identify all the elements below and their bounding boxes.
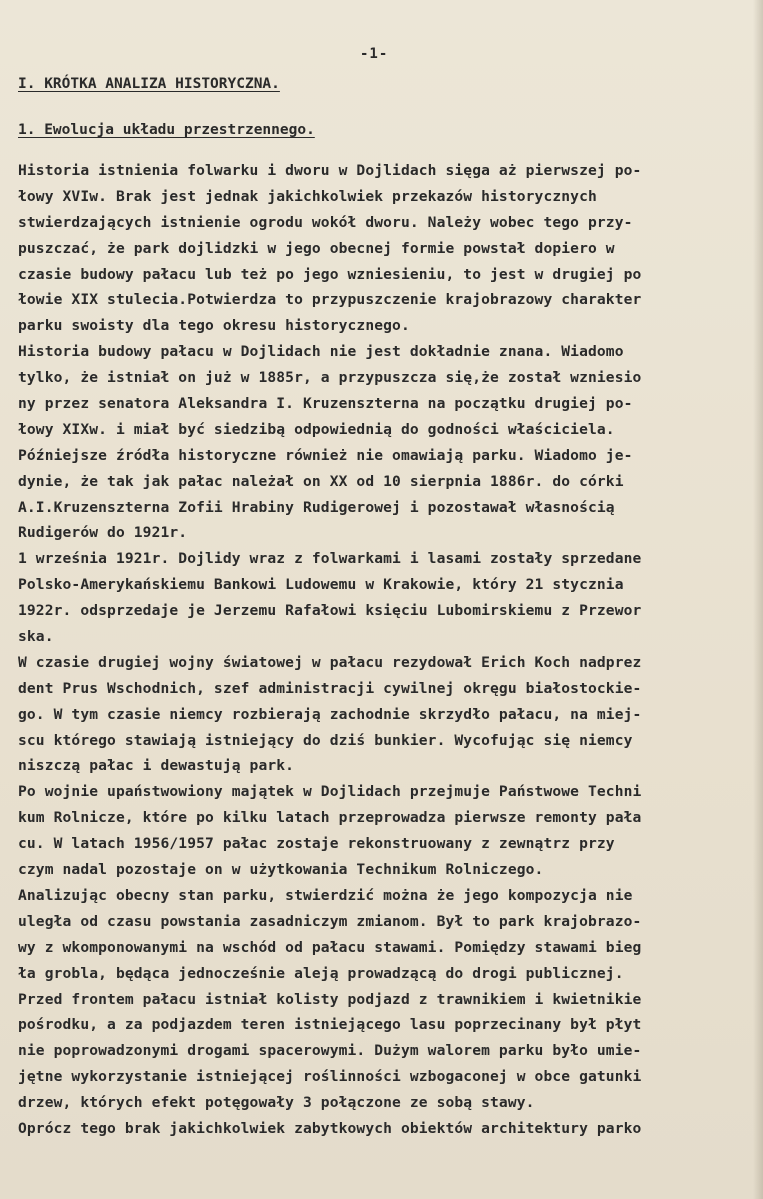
text-line: Polsko-Amerykańskiemu Bankowi Ludowemu w Krakowie, który 21 stycznia	[18, 576, 624, 594]
text-line: ła grobla, będąca jednocześnie aleją prowadzącą do drogi publicznej.	[18, 964, 624, 982]
text-line: ny przez senatora Aleksandra I. Kruzenszterna na początku drugiej po-	[18, 395, 633, 413]
text-line: jętne wykorzystanie istniejącej roślinności wzbogaconej w obce gatunki	[18, 1068, 642, 1086]
text-line: Historia budowy pałacu w Dojlidach nie jest dokładnie znana. Wiadomo	[18, 343, 624, 361]
text-line: Po wojnie upaństwowiony majątek w Dojlidach przejmuje Państwowe Techni	[18, 783, 642, 801]
text-line: drzew, których efekt potęgowały 3 połączone ze sobą stawy.	[18, 1094, 535, 1112]
text-line: 1 września 1921r. Dojlidy wraz z folwarkami i lasami zostały sprzedane	[18, 550, 642, 568]
text-line: Późniejsze źródła historyczne również nie omawiają parku. Wiadomo je-	[18, 446, 633, 464]
text-line: W czasie drugiej wojny światowej w pałacu rezydował Erich Koch nadprez	[18, 653, 642, 671]
text-line: stwierdzających istnienie ogrodu wokół dworu. Należy wobec tego przy-	[18, 213, 633, 231]
text-line: wy z wkomponowanymi na wschód od pałacu stawami. Pomiędzy stawami bieg	[18, 938, 642, 956]
text-line: nie poprowadzonymi drogami spacerowymi. Dużym walorem parku było umie-	[18, 1042, 642, 1060]
text-line: Analizując obecny stan parku, stwierdzić można że jego kompozycja nie	[18, 886, 633, 904]
text-line: kum Rolnicze, które po kilku latach przeprowadza pierwsze remonty pała	[18, 809, 642, 827]
text-line: Przed frontem pałacu istniał kolisty podjazd z trawnikiem i kwietnikie	[18, 990, 642, 1008]
text-line: pośrodku, a za podjazdem teren istniejącego lasu poprzecinany był płyt	[18, 1016, 642, 1034]
text-line: Rudigerów do 1921r.	[18, 524, 188, 542]
text-line: czasie budowy pałacu lub też po jego wzniesieniu, to jest w drugiej po	[18, 265, 642, 283]
text-line: parku swoisty dla tego okresu historycznego.	[18, 317, 410, 335]
text-line: puszczać, że park dojlidzki w jego obecnej formie powstał dopiero w	[18, 239, 615, 257]
text-line: łowy XVIw. Brak jest jednak jakichkolwiek przekazów historycznych	[18, 187, 597, 205]
text-line: uległa od czasu powstania zasadniczym zmianom. Był to park krajobrazo-	[18, 912, 642, 930]
subsection-heading: 1. Ewolucja układu przestrzennego.	[18, 122, 315, 138]
text-line: ska.	[18, 628, 54, 646]
section-heading: I. KRÓTKA ANALIZA HISTORYCZNA.	[18, 76, 280, 92]
text-line: Historia istnienia folwarku i dworu w Dojlidach sięga aż pierwszej po-	[18, 162, 642, 179]
text-line: scu którego stawiają istniejący do dziś bunkier. Wycofując się niemcy	[18, 731, 633, 749]
text-line: czym nadal pozostaje on w użytkowania Technikum Rolniczego.	[18, 861, 544, 879]
text-line: tylko, że istniał on już w 1885r, a przypuszcza się,że został wzniesio	[18, 369, 642, 387]
text-line: dent Prus Wschodnich, szef administracji cywilnej okręgu białostockie-	[18, 679, 642, 697]
text-line: niszczą pałac i dewastują park.	[18, 757, 295, 775]
text-line: dynie, że tak jak pałac należał on XX od 10 sierpnia 1886r. do córki	[18, 472, 624, 490]
text-line: 1922r. odsprzedaje je Jerzemu Rafałowi księciu Lubomirskiemu z Przewor	[18, 602, 642, 620]
text-line: Oprócz tego brak jakichkolwiek zabytkowych obiektów architektury parko	[18, 1119, 642, 1137]
text-line: cu. W latach 1956/1957 pałac zostaje rekonstruowany z zewnątrz przy	[18, 835, 615, 853]
text-line: łowie XIX stulecia.Potwierdza to przypuszczenie krajobrazowy charakter	[18, 291, 642, 309]
page-number: -1-	[360, 46, 389, 62]
body-text	[18, 158, 760, 1142]
text-line: go. W tym czasie niemcy rozbierają zachodnie skrzydło pałacu, na miej-	[18, 705, 642, 723]
text-line: łowy XIXw. i miał być siedzibą odpowiednią do godności właściciela.	[18, 420, 615, 438]
text-line: A.I.Kruzenszterna Zofii Hrabiny Rudigerowej i pozostawał własnością	[18, 498, 615, 516]
